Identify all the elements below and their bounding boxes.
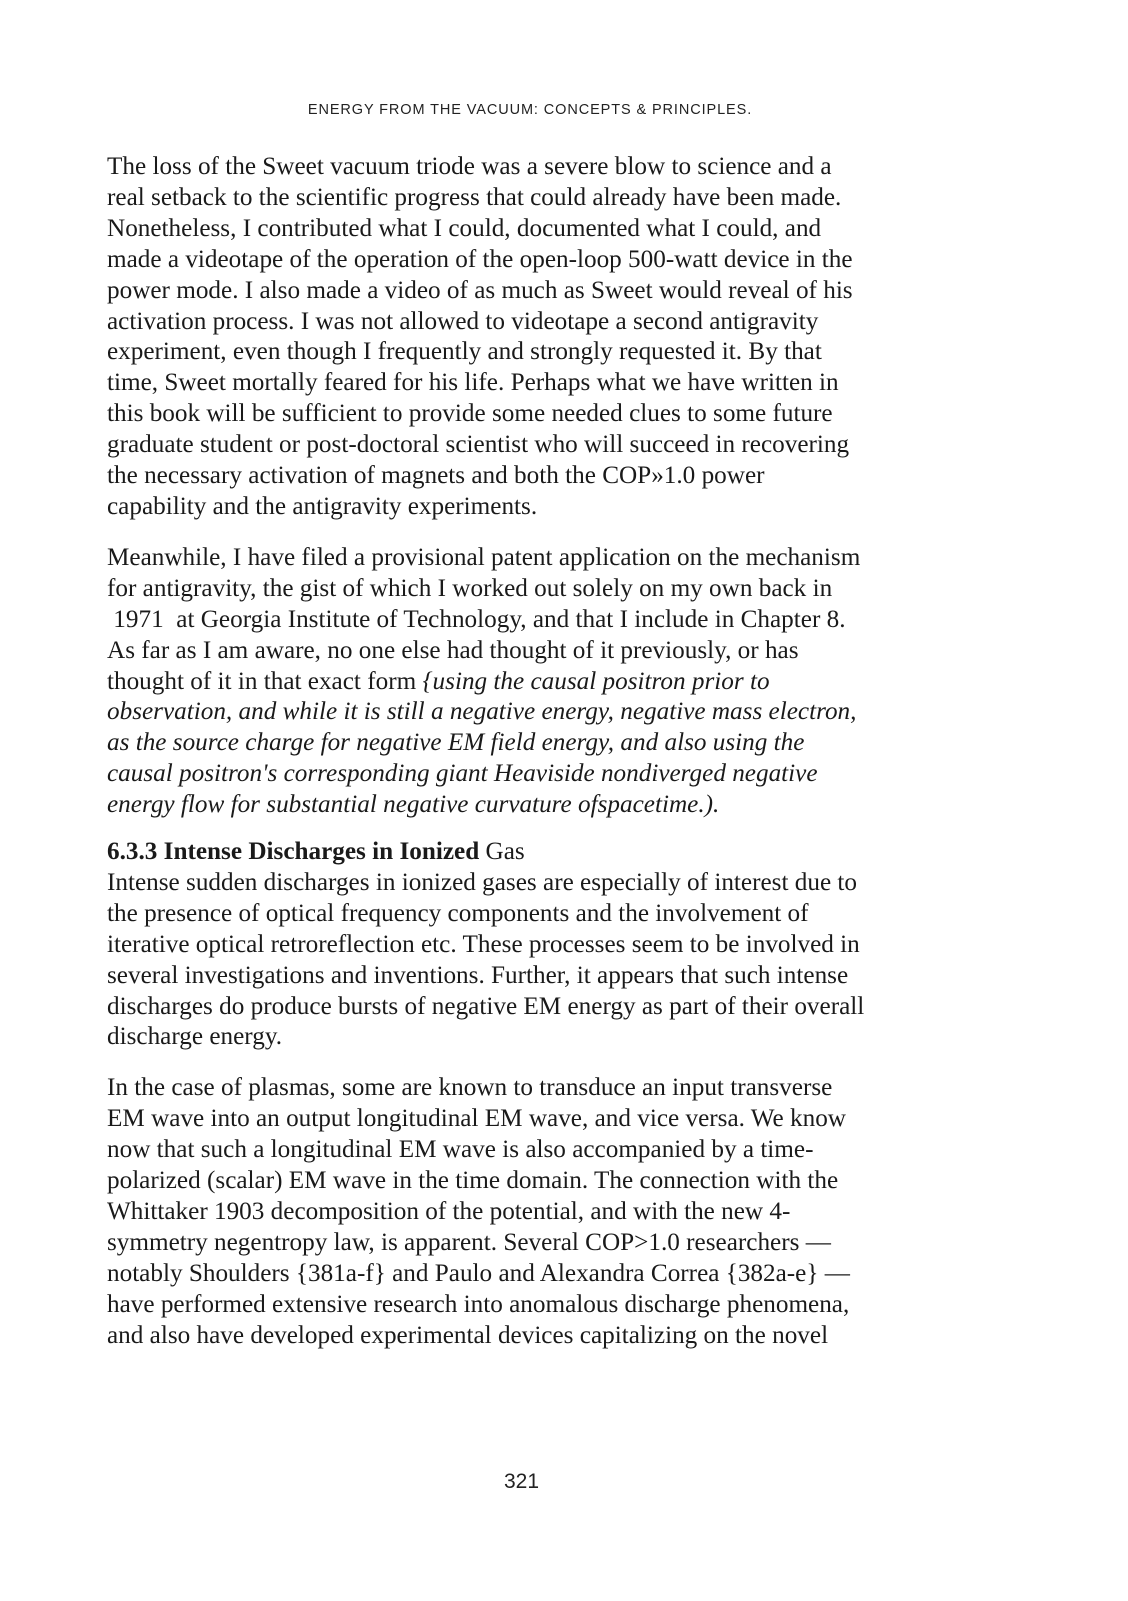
text-line: notably Shoulders {381a-f} and Paulo and Alexandra Correa {382a-e} —	[107, 1259, 850, 1287]
paragraph-ionized-discharges	[107, 868, 957, 1053]
text-line: made a videotape of the operation of the open-loop 500-watt device in the	[107, 245, 853, 273]
text-line: graduate student or post-doctoral scientist who will succeed in recovering	[107, 431, 850, 459]
text-line: iterative optical retroreflection etc. These processes seem to be involved in	[107, 930, 860, 958]
text-plain: thought of it in that exact form	[107, 667, 423, 695]
text-line: experiment, even though I frequently and strongly requested it. By that	[107, 338, 822, 366]
text-line: As far as I am aware, no one else had thought of it previously, or has	[107, 636, 799, 664]
text-line: Nonetheless, I contributed what I could, documented what I could, and	[107, 214, 822, 242]
text-line: and also have developed experimental devices capitalizing on the novel	[107, 1321, 829, 1349]
text-line: Whittaker 1903 decomposition of the potential, and with the new 4-	[107, 1198, 791, 1225]
paragraph-plasmas	[107, 1073, 957, 1351]
text-line-italic: as the source charge for negative EM field energy, and also using the	[107, 729, 805, 757]
text-line-italic: causal positron's corresponding giant Heaviside nondiverged negative	[107, 760, 818, 788]
text-line: now that such a longitudinal EM wave is also accompanied by a time-	[107, 1136, 814, 1164]
text-line: the presence of optical frequency components and the involvement of	[107, 899, 809, 927]
text-line: polarized (scalar) EM wave in the time domain. The connection with the	[107, 1167, 839, 1195]
text-line: the necessary activation of magnets and both the COP»1.0 power	[107, 462, 765, 490]
text-line: discharges do produce bursts of negative EM energy as part of their overall	[107, 992, 865, 1020]
page-number: 321	[503, 1470, 540, 1493]
text-line: this book will be sufficient to provide some needed clues to some future	[107, 400, 833, 428]
text-line: symmetry negentropy law, is apparent. Several COP>1.0 researchers —	[107, 1228, 831, 1256]
paragraph-antigravity-patent	[107, 543, 957, 821]
text-line: time, Sweet mortally feared for his life. Perhaps what we have written in	[107, 369, 839, 397]
text-line: several investigations and inventions. Further, it appears that such intense	[107, 961, 849, 989]
text-line: EM wave into an output longitudinal EM wave, and vice versa. We know	[107, 1105, 846, 1133]
text-line-italic: observation, and while it is still a negative energy, negative mass electron,	[107, 698, 857, 726]
text-line: In the case of plasmas, some are known to transduce an input transverse	[107, 1074, 833, 1102]
text-line: real setback to the scientific progress that could already have been made.	[107, 183, 842, 211]
body-text	[107, 152, 957, 1372]
text-line: have performed extensive research into anomalous discharge phenomena,	[107, 1290, 850, 1318]
section-heading-plain: Gas	[479, 838, 525, 866]
text-line: Meanwhile, I have filed a provisional patent application on the mechanism	[107, 543, 861, 571]
text-line: Intense sudden discharges in ionized gases are especially of interest due to	[107, 868, 858, 896]
paragraph-sweet-triode	[107, 152, 957, 523]
text-line: for antigravity, the gist of which I worked out solely on my own back in	[107, 574, 833, 602]
text-line: 1971 at Georgia Institute of Technology, and that I include in Chapter 8.	[107, 605, 846, 633]
text-line-italic: energy flow for substantial negative curvature ofspacetime.).	[107, 791, 720, 819]
text-line: power mode. I also made a video of as much as Sweet would reveal of his	[107, 276, 853, 304]
text-line: discharge energy.	[107, 1023, 283, 1051]
section-heading-bold: 6.3.3 Intense Discharges in Ionized	[107, 838, 480, 866]
running-head: ENERGY FROM THE VACUUM: CONCEPTS & PRINCIPLES.	[307, 102, 753, 118]
text-line: capability and the antigravity experiments.	[107, 492, 538, 520]
text-line: The loss of the Sweet vacuum triode was a severe blow to science and a	[107, 153, 832, 180]
section-heading	[107, 837, 957, 868]
text-italic: {using the causal positron prior to	[422, 667, 770, 695]
text-line-mixed	[107, 667, 957, 698]
text-line: activation process. I was not allowed to videotape a second antigravity	[107, 307, 819, 335]
